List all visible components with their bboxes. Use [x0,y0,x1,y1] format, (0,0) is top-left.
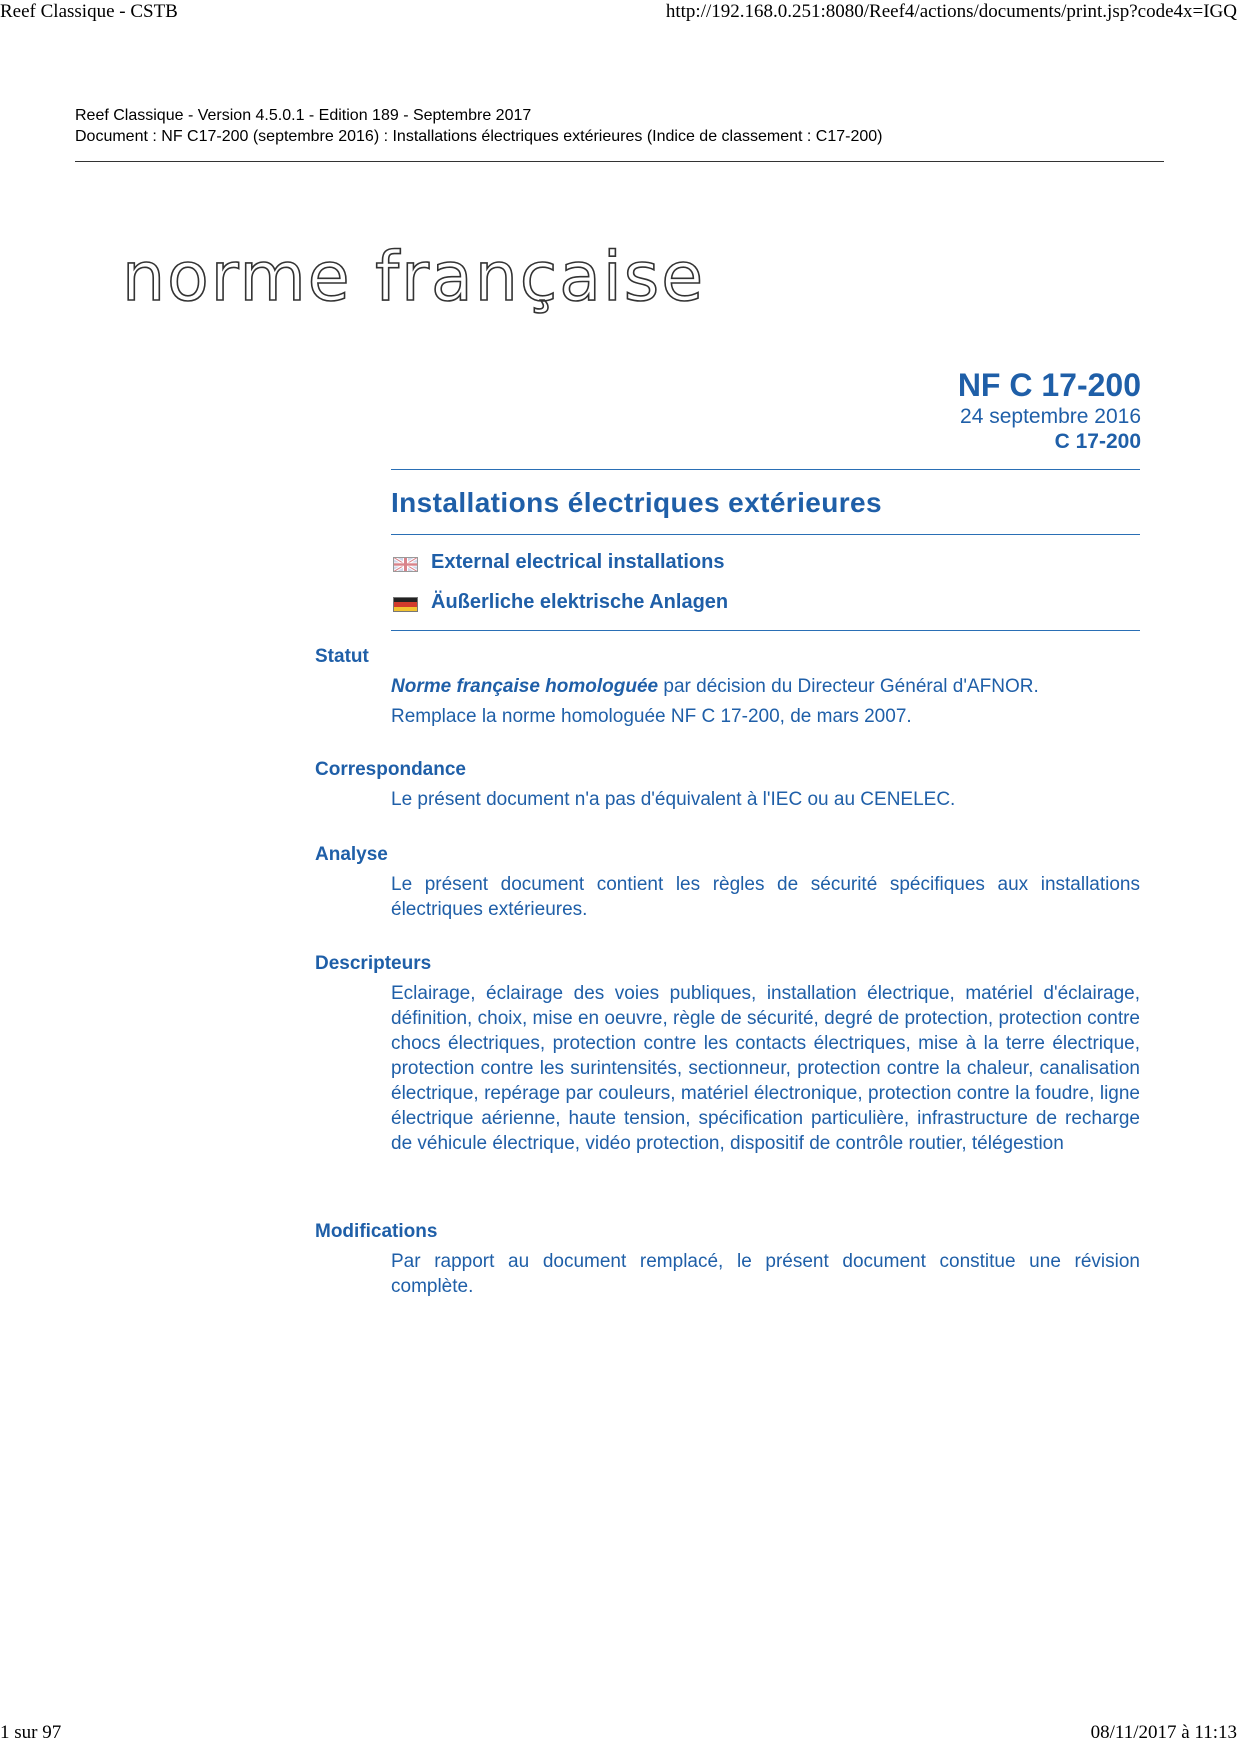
reference-block [958,366,1141,454]
section-text-modifications: Par rapport au document remplacé, le présent document constitue une révision complète. [391,1251,1140,1297]
translation-de-text: Äußerliche elektrische Anlagen [431,590,729,613]
standard-date: 24 septembre 2016 [960,405,1141,428]
section-text-descripteurs: Eclairage, éclairage des voies publiques, installation électrique, matériel d'éclairage, définition, choix, mise en oeuvre, règle de sécurité, degré de protection, protection contre chocs électriques, protection contre les contacts électriques, mise à la terre électrique, protection contre les surintensités, sectionneur, protection contre la chaleur, canalisation électrique, repérage par couleurs, matériel électronique, protection contre la foudre, ligne électrique aérienne, haute tension, spécification particulière, infrastructure de recharge de véhicule électrique, vidéo protection, dispositif de contrôle routier, télégestion [391,983,1140,1154]
section-label-correspondance: Correspondance [315,759,466,780]
meta-document-line: Document : NF C17-200 (septembre 2016) : Installations électriques extérieures (Indice de classement : C17-200) [75,128,883,145]
section-label-descripteurs: Descripteurs [315,953,432,974]
section-text-statut [391,674,1140,729]
german-flag-icon [393,595,418,610]
section-label-analyse: Analyse [315,844,388,865]
section-label-statut: Statut [315,646,369,667]
classification-index: C 17-200 [1054,430,1141,453]
print-header-title: Reef Classique - CSTB [0,1,178,22]
statut-line-2: Remplace la norme homologuée NF C 17-200, de mars 2007. [391,706,912,727]
meta-version-line: Reef Classique - Version 4.5.0.1 - Edition 189 - Septembre 2017 [75,107,532,124]
logo-lettering: norme française [122,238,706,317]
statut-line-1 [391,674,1140,699]
print-footer [0,1722,1240,1748]
section-text-analyse: Le présent document contient les règles de sécurité spécifiques aux installations électriques extérieures. [391,874,1140,920]
standard-code: NF C 17-200 [957,367,1141,403]
translation-en-text: External electrical installations [431,550,725,573]
translations-bottom-rule [391,630,1140,631]
title-top-rule [391,469,1140,470]
print-header-url: http://192.168.0.251:8080/Reef4/actions/documents/print.jsp?code4x=IGQ [665,1,1237,22]
page-counter: 1 sur 97 [0,1722,62,1743]
statut-line-1-rest: par décision du Directeur Général d'AFNOR. [658,676,1039,697]
logo-artwork [120,238,740,338]
statut-emphasis: Norme française homologuée [391,676,659,697]
document-meta [75,105,1165,147]
norme-francaise-logo [120,238,740,343]
header-divider [75,161,1164,162]
translation-de [393,589,728,615]
section-label-modifications: Modifications [315,1221,438,1242]
section-text-correspondance: Le présent document n'a pas d'équivalent à l'IEC ou au CENELEC. [391,789,956,810]
title-bottom-rule [391,534,1140,535]
translation-en [393,549,724,575]
document-title: Installations électriques extérieures [391,487,883,518]
print-timestamp: 08/11/2017 à 11:13 [1090,1722,1237,1743]
uk-flag-icon [393,555,418,570]
print-header [0,1,1240,27]
